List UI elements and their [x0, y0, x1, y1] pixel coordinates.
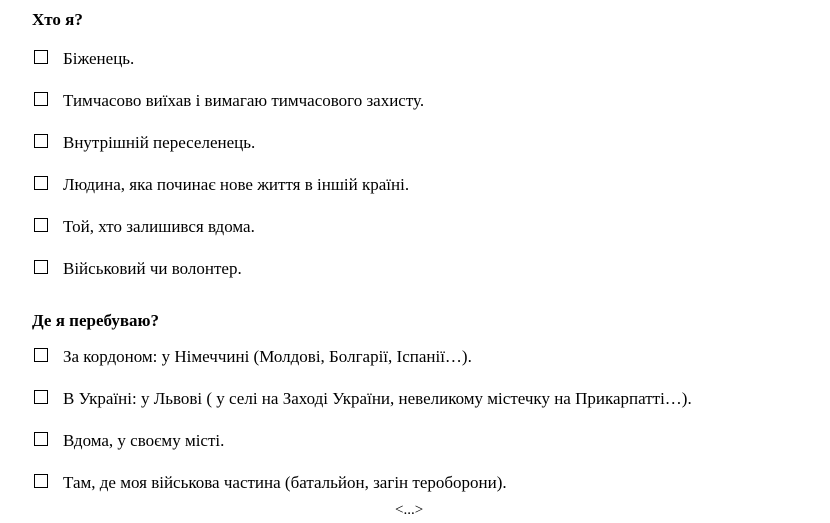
continuation-marker: <...>: [395, 502, 424, 518]
option-temporary-protection[interactable]: [34, 90, 424, 112]
checkbox[interactable]: [34, 390, 48, 404]
option-label: За кордоном: у Німеччині (Молдові, Болгарії, Іспанії…).: [63, 347, 472, 366]
checkbox[interactable]: [34, 348, 48, 362]
option-label: Там, де моя військова частина (батальйон, загін тероборони).: [63, 473, 507, 492]
option-refugee[interactable]: [34, 48, 134, 70]
option-label: Людина, яка починає нове життя в іншій країні.: [63, 175, 410, 194]
option-abroad[interactable]: [34, 346, 472, 368]
option-label: Біженець.: [63, 49, 135, 68]
option-label: Той, хто залишився вдома.: [63, 217, 255, 236]
option-label: Військовий чи волонтер.: [63, 259, 242, 278]
checkbox[interactable]: [34, 50, 48, 64]
checkbox[interactable]: [34, 218, 48, 232]
option-label: В Україні: у Львові ( у селі на Заході України, невеликому містечку на Прикарпатті…).: [63, 389, 692, 408]
checkbox[interactable]: [34, 474, 48, 488]
option-new-life-abroad[interactable]: [34, 174, 409, 196]
option-military-or-volunteer[interactable]: [34, 258, 242, 280]
checkbox[interactable]: [34, 176, 48, 190]
option-label: Тимчасово виїхав і вимагаю тимчасового захисту.: [63, 91, 425, 110]
option-internally-displaced[interactable]: [34, 132, 255, 154]
option-label: Вдома, у своєму місті.: [63, 431, 225, 450]
checkbox[interactable]: [34, 260, 48, 274]
option-stayed-home[interactable]: [34, 216, 255, 238]
section-title-who-am-i: Хто я?: [32, 10, 83, 29]
checkbox[interactable]: [34, 134, 48, 148]
option-at-home-city[interactable]: [34, 430, 224, 452]
section-title-where-am-i: Де я перебуваю?: [32, 311, 160, 330]
option-in-ukraine[interactable]: [34, 388, 692, 410]
checkbox[interactable]: [34, 432, 48, 446]
option-label: Внутрішній переселенець.: [63, 133, 256, 152]
option-military-unit[interactable]: [34, 472, 507, 494]
checkbox[interactable]: [34, 92, 48, 106]
